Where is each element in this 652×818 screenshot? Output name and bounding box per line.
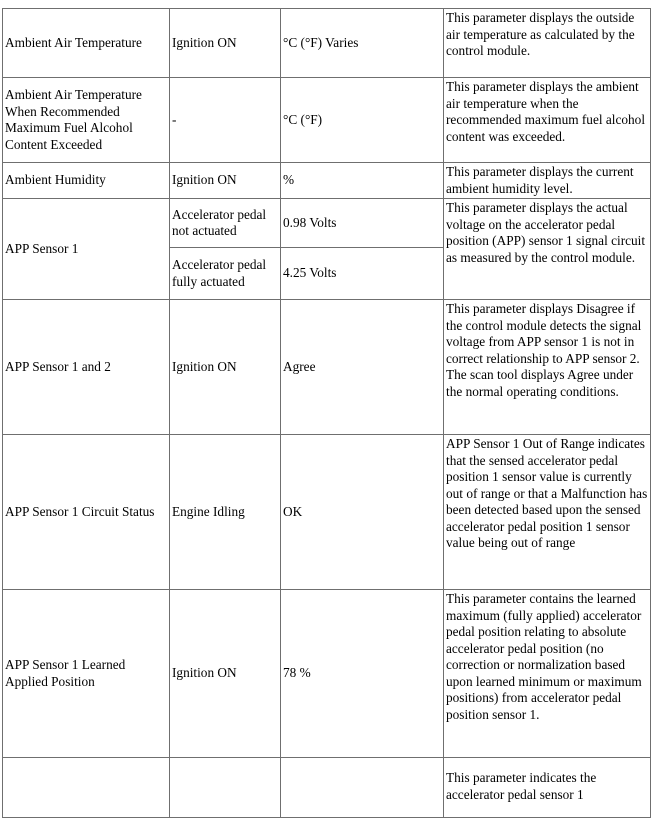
parameter-name-cell: APP Sensor 1 Circuit Status bbox=[3, 435, 170, 590]
parameter-name-cell: APP Sensor 1 Learned Applied Position bbox=[3, 590, 170, 758]
table-row bbox=[3, 163, 651, 199]
table-row bbox=[3, 300, 651, 435]
parameter-name-cell: Ambient Humidity bbox=[3, 163, 170, 199]
table-row bbox=[3, 590, 651, 758]
description-cell: This parameter displays the ambient air temperature when the recommended maximum fuel alcohol content was exceeded. bbox=[444, 78, 651, 163]
condition-cell: Ignition ON bbox=[170, 163, 281, 199]
parameter-name-cell: Ambient Air Temperature bbox=[3, 9, 170, 78]
description-cell: This parameter contains the learned maximum (fully applied) accelerator pedal position relating to absolute accelerator pedal position (no correction or normalization based upon learned minimum or maximum positions) from accelerator pedal position sensor 1. bbox=[444, 590, 651, 758]
value-cell: 0.98 Volts bbox=[281, 199, 444, 248]
parameter-name-cell: APP Sensor 1 bbox=[3, 199, 170, 300]
condition-cell: Ignition ON bbox=[170, 300, 281, 435]
condition-cell: - bbox=[170, 78, 281, 163]
condition-cell: Engine Idling bbox=[170, 435, 281, 590]
condition-cell: Ignition ON bbox=[170, 590, 281, 758]
table-row bbox=[3, 199, 651, 248]
parameter-name-cell: APP Sensor 1 and 2 bbox=[3, 300, 170, 435]
value-cell: OK bbox=[281, 435, 444, 590]
value-cell: °C (°F) Varies bbox=[281, 9, 444, 78]
table-row bbox=[3, 435, 651, 590]
value-cell: Agree bbox=[281, 300, 444, 435]
description-cell: This parameter displays the actual voltage on the accelerator pedal position (APP) sensor 1 signal circuit as measured by the control module. bbox=[444, 199, 651, 300]
description-cell: This parameter indicates the accelerator pedal sensor 1 bbox=[444, 758, 651, 818]
value-cell: % bbox=[281, 163, 444, 199]
table-row bbox=[3, 78, 651, 163]
condition-cell: Accelerator pedal fully actuated bbox=[170, 248, 281, 300]
description-cell: This parameter displays the current ambient humidity level. bbox=[444, 163, 651, 199]
value-cell: 78 % bbox=[281, 590, 444, 758]
condition-cell: Accelerator pedal not actuated bbox=[170, 199, 281, 248]
description-cell: APP Sensor 1 Out of Range indicates that the sensed accelerator pedal position 1 sensor value is currently out of range or that a Malfunction has been detected based upon the sensed accelerator pedal position 1 sensor value being out of range bbox=[444, 435, 651, 590]
parameter-table bbox=[2, 8, 651, 818]
table-row bbox=[3, 9, 651, 78]
parameter-name-cell: Ambient Air Temperature When Recommended Maximum Fuel Alcohol Content Exceeded bbox=[3, 78, 170, 163]
description-cell: This parameter displays Disagree if the control module detects the signal voltage from APP sensor 1 is not in correct relationship to APP sensor 2. The scan tool displays Agree under the normal operating conditions. bbox=[444, 300, 651, 435]
description-cell: This parameter displays the outside air temperature as calculated by the control module. bbox=[444, 9, 651, 78]
condition-cell: Ignition ON bbox=[170, 9, 281, 78]
value-cell: °C (°F) bbox=[281, 78, 444, 163]
value-cell: 4.25 Volts bbox=[281, 248, 444, 300]
